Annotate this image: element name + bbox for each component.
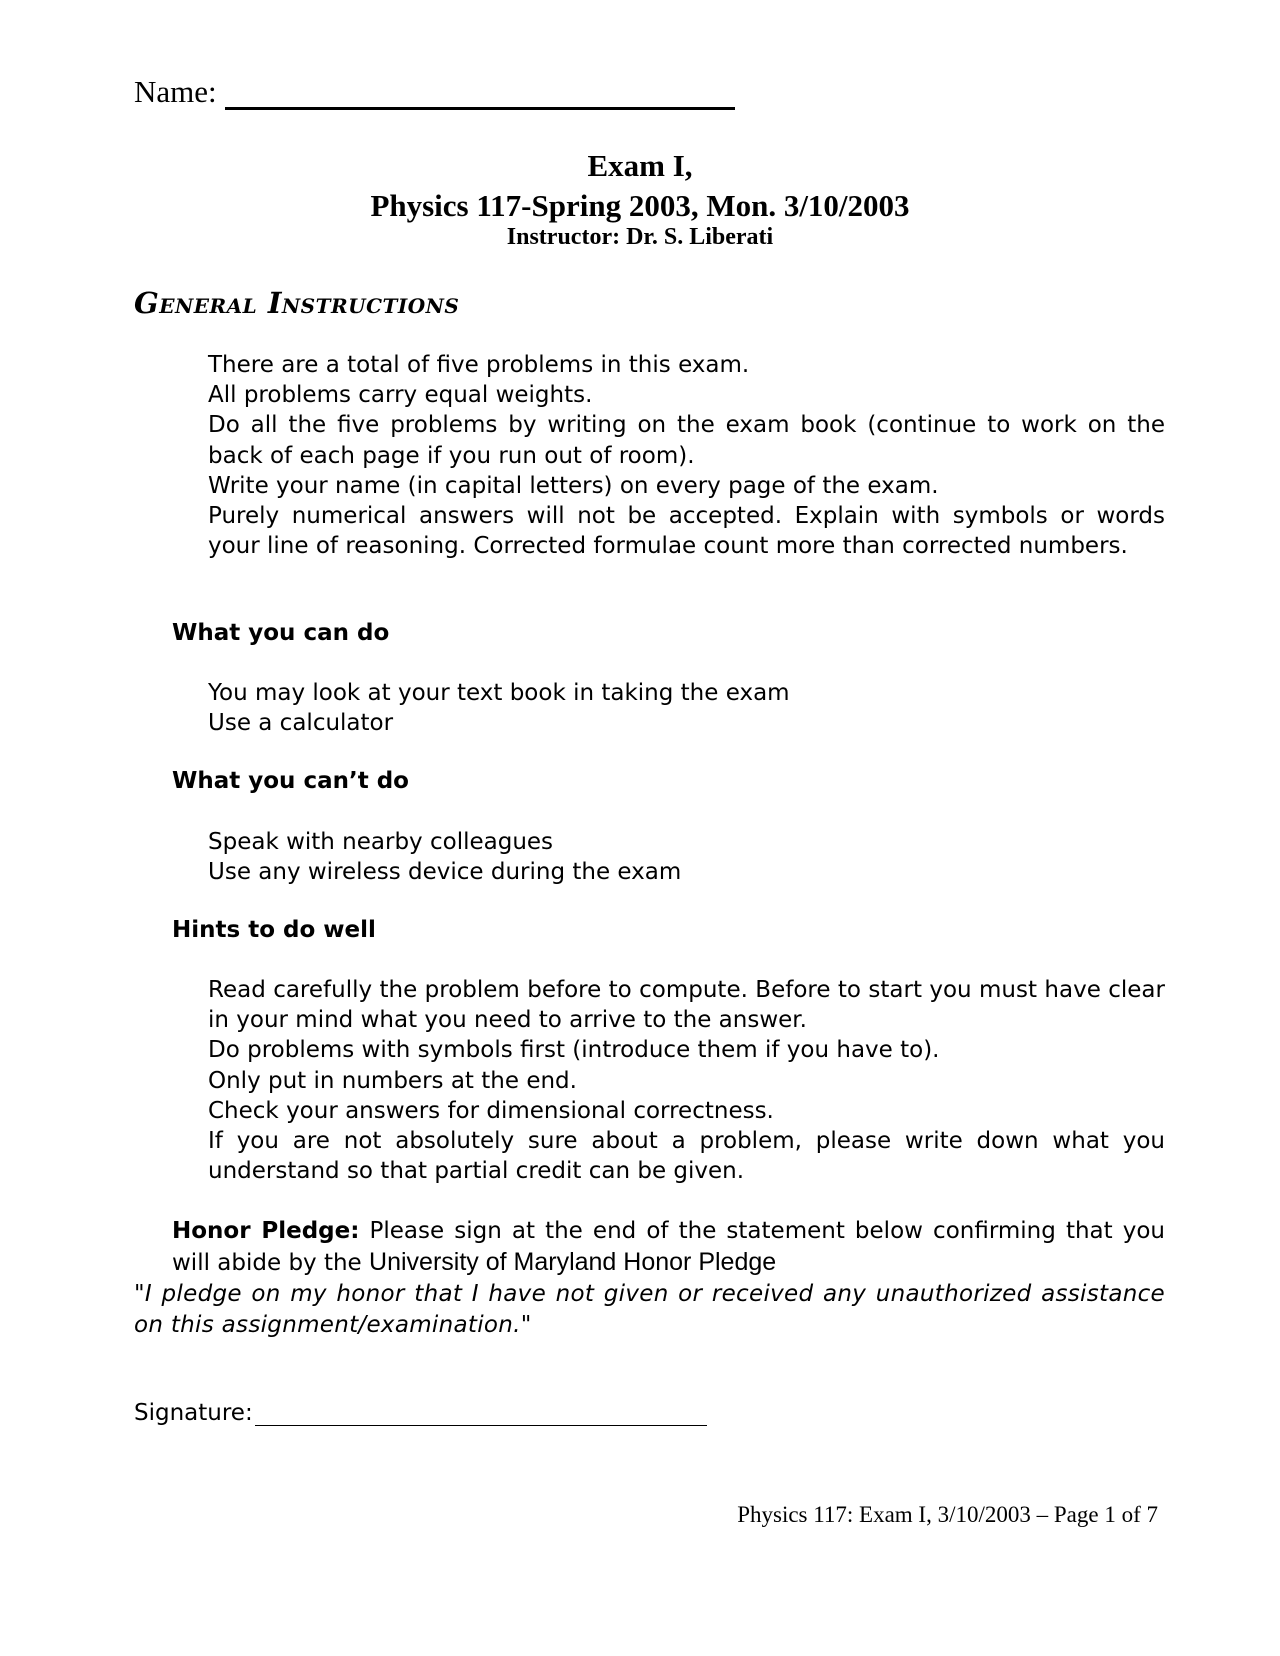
name-label: Name: (134, 74, 217, 109)
list-item: All problems carry equal weights. (208, 382, 593, 409)
hints-list (208, 975, 1165, 1186)
honor-pledge-text: Please sign at the end of the statement below confirming that you will abide by the (172, 1218, 1165, 1276)
general-instructions-heading: General Instructions (134, 286, 460, 320)
list-item: Do problems with symbols first (introduce them if you have to). (208, 1037, 940, 1064)
list-item: Write your name (in capital letters) on every page of the exam. (208, 472, 939, 499)
signature-field (134, 1400, 707, 1426)
page-footer: Physics 117: Exam I, 3/10/2003 – Page 1 of 7 (737, 1502, 1158, 1527)
can-do-heading: What you can do (172, 620, 390, 646)
list-item: Use a calculator (208, 710, 394, 737)
instructor-line: Instructor: Dr. S. Liberati (506, 224, 774, 250)
list-item: There are a total of five problems in this exam. (208, 352, 750, 378)
list-item: Use any wireless device during the exam (208, 859, 682, 886)
cant-do-list (208, 827, 1165, 887)
can-do-list (208, 678, 1165, 738)
hints-heading: Hints to do well (172, 917, 376, 943)
list-item: If you are not absolutely sure about a problem, please write down what you understand so that partial credit can be given. (208, 1128, 1165, 1185)
pledge-statement: "I pledge on my honor that I have not given or received any unauthorized assistance on this assignment/examination." (134, 1281, 1165, 1338)
list-item: Read carefully the problem before to compute. Before to start you must have clear in your mind what you need to arrive to the answer. (208, 977, 1165, 1034)
course-title: Physics 117-Spring 2003, Mon. 3/10/2003 (370, 188, 910, 223)
name-field (134, 74, 735, 110)
honor-pledge-label: Honor Pledge: (172, 1218, 360, 1244)
list-item: Purely numerical answers will not be accepted. Explain with symbols or words your line of reasoning. Corrected formulae count more than corrected numbers. (208, 503, 1165, 560)
cant-do-heading: What you can’t do (172, 768, 409, 794)
name-blank-line (225, 79, 735, 110)
general-instructions-list (208, 350, 1165, 561)
list-item: Speak with nearby colleagues (208, 829, 554, 855)
exam-title: Exam I, (587, 148, 693, 183)
signature-blank-line (255, 1401, 707, 1426)
list-item: Do all the five problems by writing on the exam book (continue to work on the back of each page if you run out of room). (208, 412, 1165, 469)
honor-pledge-paragraph (172, 1216, 1165, 1279)
signature-label: Signature: (134, 1400, 253, 1426)
list-item: Only put in numbers at the end. (208, 1067, 577, 1094)
university-honor-pledge: University of Maryland Honor Pledge (369, 1248, 777, 1276)
list-item: You may look at your text book in taking the exam (208, 680, 790, 706)
list-item: Check your answers for dimensional correctness. (208, 1097, 774, 1124)
